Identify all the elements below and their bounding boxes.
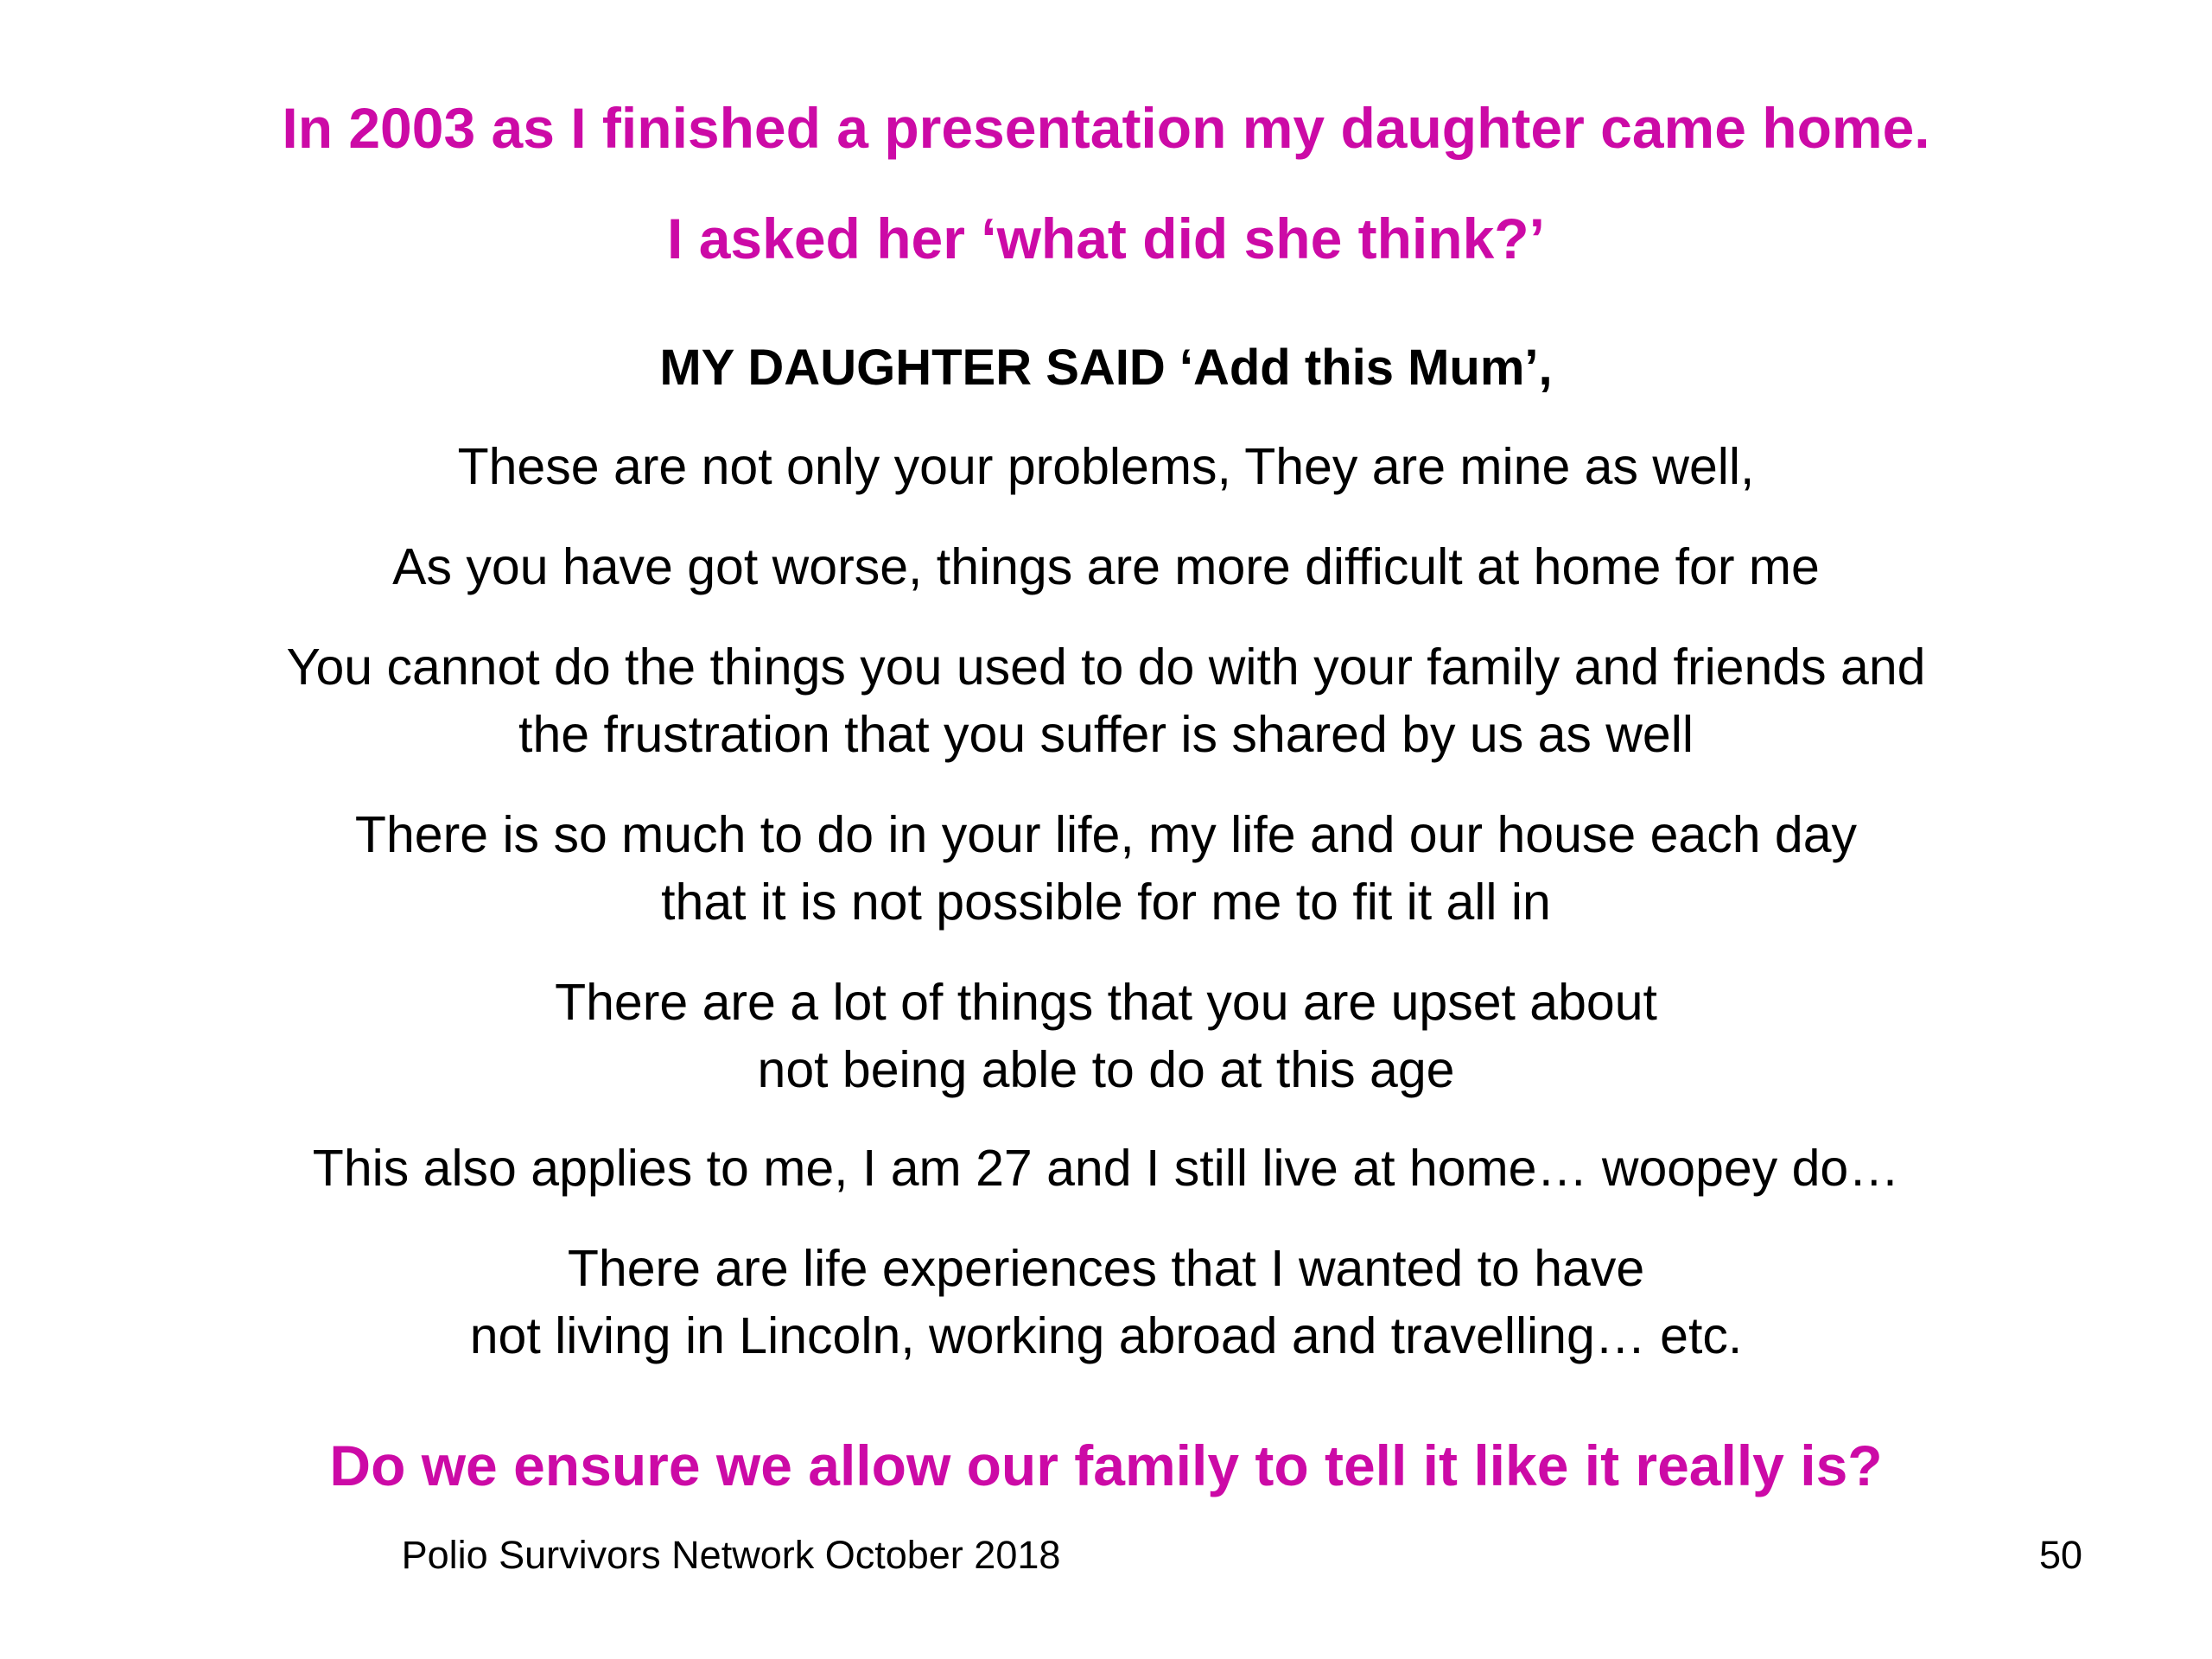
headline-1: In 2003 as I finished a presentation my daughter came home. xyxy=(282,96,1930,160)
statement-5-line-1: There are a lot of things that you are upset about xyxy=(555,974,1657,1031)
footer-text: Polio Survivors Network October 2018 xyxy=(401,1533,1061,1577)
page-number: 50 xyxy=(2038,1533,2082,1577)
statement-5-line-2: not being able to do at this age xyxy=(757,1041,1455,1098)
statement-2: As you have got worse, things are more difficult at home for me xyxy=(392,538,1820,595)
statement-1: These are not only your problems, They are mine as well, xyxy=(457,438,1755,495)
headline-2: I asked her ‘what did she think?’ xyxy=(667,207,1545,270)
statement-3-line-2: the frustration that you suffer is shared by us as well xyxy=(518,706,1694,763)
daughter-said-heading: MY DAUGHTER SAID ‘Add this Mum’, xyxy=(659,340,1553,396)
statement-7-line-2: not living in Lincoln, working abroad and travelling… etc. xyxy=(469,1307,1743,1364)
closing-question: Do we ensure we allow our family to tell it like it really is? xyxy=(329,1433,1883,1497)
statement-4-line-1: There is so much to do in your life, my life and our house each day xyxy=(354,806,1858,863)
statement-3-line-1: You cannot do the things you used to do with your family and friends and xyxy=(286,639,1926,696)
statement-7-line-1: There are life experiences that I wanted to have xyxy=(567,1240,1645,1297)
statement-6: This also applies to me, I am 27 and I still live at home… woopey do… xyxy=(312,1140,1900,1197)
statement-4-line-2: that it is not possible for me to fit it all in xyxy=(661,874,1551,931)
